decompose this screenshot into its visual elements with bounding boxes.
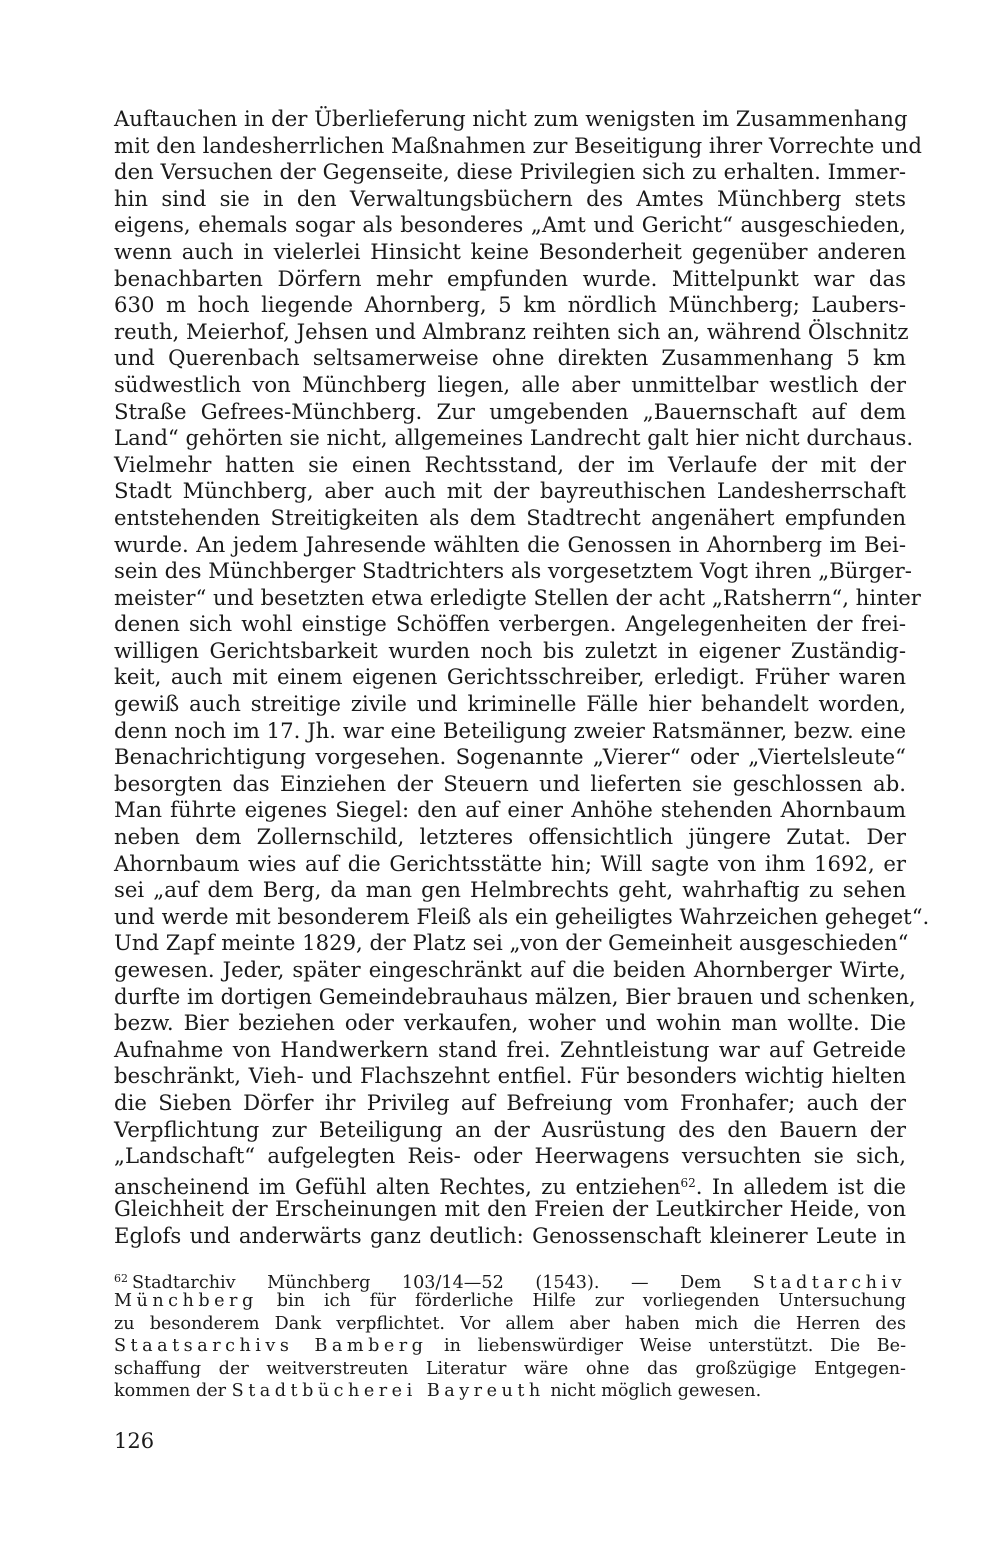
- footnote-text: in liebenswürdiger Weise unterstützt. Die Be-: [444, 1336, 907, 1357]
- body-line: südwestlich von Münchberg liegen, alle aber unmittelbar westlich der: [114, 371, 906, 397]
- page-number: 126: [114, 1429, 155, 1453]
- body-line: Aufnahme von Handwerkern stand frei. Zehntleistung war auf Getreide: [114, 1036, 906, 1062]
- body-line: durfte im dortigen Gemeindebrauhaus mälzen, Bier brauen und schenken,: [114, 983, 916, 1009]
- body-line: sein des Münchberger Stadtrichters als vorgesetztem Vogt ihren „Bürger-: [114, 558, 912, 584]
- body-line: Verpflichtung zur Beteiligung an der Ausrüstung des den Bauern der: [114, 1116, 906, 1142]
- footnote-line: [114, 1290, 906, 1312]
- body-line: Gleichheit der Erscheinungen mit den Freien der Leutkircher Heide, von: [114, 1196, 906, 1222]
- footnote-spaced-name: Stadtbücherei Bayreuth: [231, 1380, 545, 1401]
- footnote-text: Stadtarchiv Münchberg 103/14—52 (1543). — Dem: [132, 1273, 722, 1293]
- footnote-line: zu besonderem Dank verpflichtet. Vor allem aber haben mich die Herren des: [114, 1313, 906, 1334]
- body-line: besorgten das Einziehen der Steuern und lieferten sie geschlossen ab.: [114, 770, 906, 796]
- body-line: entstehenden Streitigkeiten als dem Stadtrecht angenähert empfunden: [114, 504, 906, 530]
- footnote-number: 62: [114, 1272, 128, 1285]
- body-line: Straße Gefrees-Münchberg. Zur umgebenden „Bauernschaft auf dem: [114, 398, 906, 424]
- body-line: Land“ gehörten sie nicht, allgemeines Landrecht galt hier nicht durchaus.: [114, 425, 914, 451]
- body-line: benachbarten Dörfern mehr empfunden wurde. Mittelpunkt war das: [114, 265, 906, 291]
- body-line-with-footnote-ref: [114, 1170, 906, 1197]
- body-line: gewiß auch streitige zivile und kriminelle Fälle hier behandelt worden,: [114, 691, 906, 717]
- body-line: die Sieben Dörfer ihr Privileg auf Befreiung vom Fronhafer; auch der: [114, 1089, 906, 1115]
- footnote-spaced-name: Stadtarchiv: [752, 1273, 906, 1293]
- footnote-line: [114, 1380, 906, 1402]
- body-line: und Querenbach seltsamerweise ohne direkten Zusammenhang 5 km: [114, 345, 906, 371]
- body-line: und werde mit besonderem Fleiß als ein geheiligtes Wahrzeichen geheget“.: [114, 903, 930, 929]
- body-line: mit den landesherrlichen Maßnahmen zur Beseitigung ihrer Vorrechte und: [114, 132, 922, 158]
- footnote-text: nicht möglich gewesen.: [550, 1380, 762, 1401]
- footnote-spaced-name: Münchberg: [114, 1291, 258, 1312]
- body-line: Eglofs und anderwärts ganz deutlich: Genossenschaft kleinerer Leute in: [114, 1222, 906, 1248]
- footnote-spaced-name: Staatsarchivs Bamberg: [114, 1336, 428, 1357]
- body-line: wurde. An jedem Jahresende wählten die Genossen in Ahornberg im Bei-: [114, 531, 906, 557]
- body-line: eigens, ehemals sogar als besonderes „Amt und Gericht“ ausgeschieden,: [114, 212, 906, 238]
- body-line: wenn auch in vielerlei Hinsicht keine Besonderheit gegenüber anderen: [114, 238, 906, 264]
- body-line: Auftauchen in der Überlieferung nicht zum wenigsten im Zusammenhang: [114, 106, 908, 131]
- body-line: bezw. Bier beziehen oder verkaufen, woher und wohin man wollte. Die: [114, 1010, 906, 1036]
- footnote-line: [114, 1268, 906, 1293]
- body-line: denn noch im 17. Jh. war eine Beteiligung zweier Ratsmänner, bezw. eine: [114, 717, 906, 743]
- body-line: Ahornbaum wies auf die Gerichtsstätte hin; Will sagte von ihm 1692, er: [114, 850, 906, 876]
- body-line: gewesen. Jeder, später eingeschränkt auf die beiden Ahornberger Wirte,: [114, 957, 906, 982]
- footnote: [114, 1268, 906, 1402]
- body-line: Man führte eigenes Siegel: den auf einer Anhöhe stehenden Ahornbaum: [114, 797, 906, 823]
- footnote-text: kommen der: [114, 1380, 227, 1401]
- footnote-reference: 62: [680, 1175, 696, 1190]
- body-line: hin sind sie in den Verwaltungsbüchern des Amtes Münchberg stets: [114, 185, 906, 211]
- body-line: sei „auf dem Berg, da man gen Helmbrechts geht, wahrhaftig zu sehen: [114, 877, 906, 903]
- body-text: [114, 106, 930, 1250]
- body-line: „Landschaft“ aufgelegten Reis- oder Heerwagens versuchten sie sich,: [114, 1143, 906, 1169]
- body-line: reuth, Meierhof, Jehsen und Almbranz reihten sich an, während Ölschnitz: [114, 318, 909, 344]
- body-line: Und Zapf meinte 1829, der Platz sei „von der Gemeinheit ausgeschieden“: [114, 930, 909, 956]
- body-line: den Versuchen der Gegenseite, diese Privilegien sich zu erhalten. Immer-: [114, 159, 906, 185]
- body-line: meister“ und besetzten etwa erledigte Stellen der acht „Ratsherrn“, hinter: [114, 584, 921, 610]
- body-text-segment: . In alledem ist die: [695, 1173, 906, 1199]
- body-line: keit, auch mit einem eigenen Gerichtsschreiber, erledigt. Früher waren: [114, 664, 906, 690]
- body-line: Vielmehr hatten sie einen Rechtsstand, der im Verlaufe der mit der: [114, 451, 906, 477]
- body-line: Stadt Münchberg, aber auch mit der bayreuthischen Landesherrschaft: [114, 478, 906, 504]
- footnote-text: bin ich für förderliche Hilfe zur vorliegenden Untersuchung: [276, 1291, 906, 1312]
- body-line: denen sich wohl einstige Schöffen verbergen. Angelegenheiten der frei-: [114, 611, 906, 637]
- body-line: neben dem Zollernschild, letzteres offensichtlich jüngere Zutat. Der: [114, 824, 906, 850]
- footnote-line: schaffung der weitverstreuten Literatur wäre ohne das großzügige Entgegen-: [114, 1358, 906, 1379]
- body-text-segment: anscheinend im Gefühl alten Rechtes, zu entziehen: [114, 1173, 681, 1199]
- body-line: 630 m hoch liegende Ahornberg, 5 km nördlich Münchberg; Laubers-: [114, 292, 906, 318]
- body-line: Benachrichtigung vorgesehen. Sogenannte „Vierer“ oder „Viertelsleute“: [114, 744, 906, 770]
- body-line: willigen Gerichtsbarkeit wurden noch bis zuletzt in eigener Zuständig-: [114, 637, 906, 663]
- body-line: beschränkt, Vieh- und Flachszehnt entfiel. Für besonders wichtig hielten: [114, 1063, 906, 1089]
- footnote-line: [114, 1335, 906, 1357]
